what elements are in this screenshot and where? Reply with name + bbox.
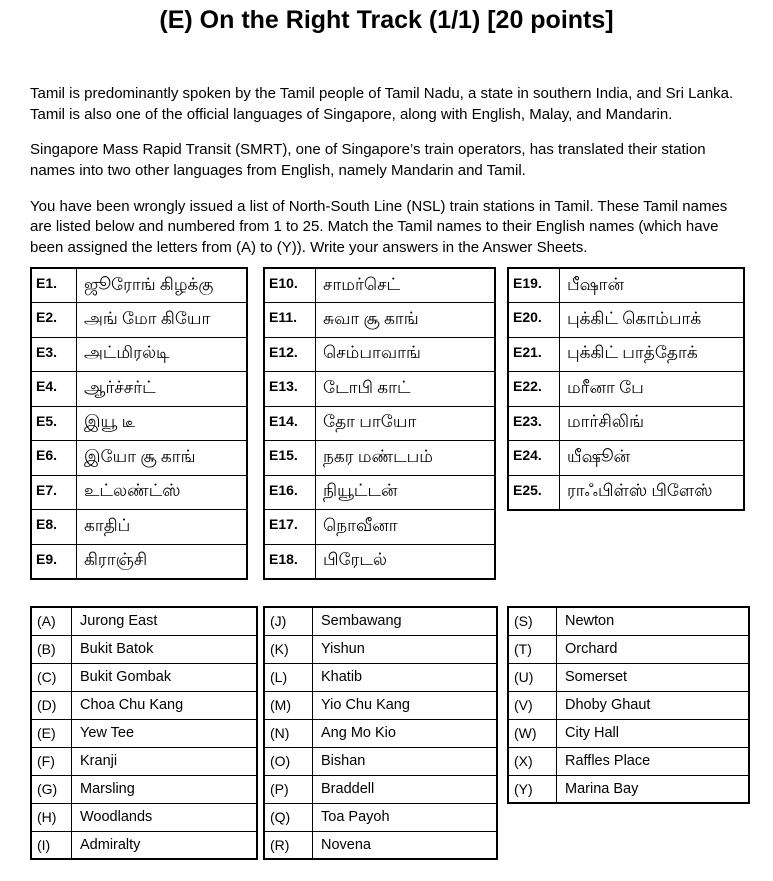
- station-code-cell: E12.: [264, 337, 316, 372]
- table-row: [264, 635, 497, 663]
- table-row: [31, 510, 247, 545]
- station-name-cell: மார்சிலிங்: [560, 406, 745, 441]
- table-row: [264, 663, 497, 691]
- table-row: [264, 719, 497, 747]
- table-row: [264, 775, 497, 803]
- station-code-cell: (T): [508, 635, 557, 663]
- table-row: [31, 406, 247, 441]
- station-code-cell: E25.: [508, 475, 560, 510]
- table-row: [31, 268, 247, 303]
- station-name-cell: கிராஞ்சி: [77, 544, 248, 579]
- station-code-cell: E10.: [264, 268, 316, 303]
- station-code-cell: E6.: [31, 441, 77, 476]
- station-code-cell: (L): [264, 663, 313, 691]
- station-name-cell: Bukit Batok: [72, 635, 258, 663]
- station-name-cell: நொவீனா: [316, 510, 496, 545]
- table-row: [508, 719, 749, 747]
- station-name-cell: Sembawang: [313, 607, 498, 635]
- table-row: [264, 691, 497, 719]
- station-name-cell: காதிப்: [77, 510, 248, 545]
- station-name-cell: ஆர்ச்சர்ட்: [77, 372, 248, 407]
- station-name-cell: உட்லண்ட்ஸ்: [77, 475, 248, 510]
- station-name-cell: Orchard: [557, 635, 750, 663]
- table-row: [264, 831, 497, 859]
- station-name-cell: Yishun: [313, 635, 498, 663]
- table-row: [31, 775, 257, 803]
- station-name-cell: மரீனா பே: [560, 372, 745, 407]
- station-name-cell: Braddell: [313, 775, 498, 803]
- station-name-cell: அங் மோ கியோ: [77, 303, 248, 338]
- table-row: [31, 747, 257, 775]
- station-code-cell: (X): [508, 747, 557, 775]
- station-code-cell: E16.: [264, 475, 316, 510]
- station-code-cell: (Q): [264, 803, 313, 831]
- station-code-cell: E1.: [31, 268, 77, 303]
- station-code-cell: E7.: [31, 475, 77, 510]
- station-code-cell: (F): [31, 747, 72, 775]
- station-code-cell: E3.: [31, 337, 77, 372]
- table-row: [31, 337, 247, 372]
- table-row: [264, 747, 497, 775]
- table-row: [508, 775, 749, 803]
- tamil-table-e1-e9: [30, 267, 248, 580]
- table-row: [264, 372, 495, 407]
- english-table-s-y: [507, 606, 750, 804]
- station-name-cell: Ang Mo Kio: [313, 719, 498, 747]
- station-name-cell: நியூட்டன்: [316, 475, 496, 510]
- station-name-cell: ராஃபிள்ஸ் பிளேஸ்: [560, 475, 745, 510]
- station-code-cell: (A): [31, 607, 72, 635]
- station-code-cell: E20.: [508, 303, 560, 338]
- station-code-cell: (H): [31, 803, 72, 831]
- station-code-cell: (U): [508, 663, 557, 691]
- station-name-cell: புக்கிட் கொம்பாக்: [560, 303, 745, 338]
- station-code-cell: E19.: [508, 268, 560, 303]
- table-row: [508, 663, 749, 691]
- station-code-cell: (G): [31, 775, 72, 803]
- station-name-cell: Newton: [557, 607, 750, 635]
- station-name-cell: ஜூரோங் கிழக்கு: [77, 268, 248, 303]
- station-name-cell: நகர மண்டபம்: [316, 441, 496, 476]
- station-code-cell: (E): [31, 719, 72, 747]
- station-name-cell: Kranji: [72, 747, 258, 775]
- table-row: [31, 475, 247, 510]
- station-code-cell: (I): [31, 831, 72, 859]
- station-code-cell: E22.: [508, 372, 560, 407]
- station-code-cell: (V): [508, 691, 557, 719]
- table-row: [264, 337, 495, 372]
- station-code-cell: (S): [508, 607, 557, 635]
- table-row: [264, 607, 497, 635]
- station-code-cell: (P): [264, 775, 313, 803]
- station-name-cell: சுவா சூ காங்: [316, 303, 496, 338]
- station-code-cell: E17.: [264, 510, 316, 545]
- station-name-cell: Dhoby Ghaut: [557, 691, 750, 719]
- station-code-cell: E13.: [264, 372, 316, 407]
- table-row: [508, 406, 744, 441]
- station-code-cell: (C): [31, 663, 72, 691]
- station-code-cell: (Y): [508, 775, 557, 803]
- station-name-cell: Marina Bay: [557, 775, 750, 803]
- table-row: [31, 372, 247, 407]
- station-name-cell: புக்கிட் பாத்தோக்: [560, 337, 745, 372]
- station-code-cell: E23.: [508, 406, 560, 441]
- station-code-cell: (W): [508, 719, 557, 747]
- station-name-cell: Raffles Place: [557, 747, 750, 775]
- table-row: [31, 544, 247, 579]
- station-name-cell: இயூ டீ: [77, 406, 248, 441]
- station-code-cell: E21.: [508, 337, 560, 372]
- english-table-j-r: [263, 606, 498, 860]
- station-name-cell: Novena: [313, 831, 498, 859]
- station-code-cell: E2.: [31, 303, 77, 338]
- station-code-cell: (J): [264, 607, 313, 635]
- intro-paragraphs: [30, 84, 746, 274]
- station-name-cell: Yew Tee: [72, 719, 258, 747]
- intro-paragraph-2: Singapore Mass Rapid Transit (SMRT), one of Singapore’s train operators, has translated their station names into two other languages from English, namely Mandarin and Tamil.: [30, 141, 706, 180]
- table-row: [508, 607, 749, 635]
- station-name-cell: யீஷூன்: [560, 441, 745, 476]
- station-code-cell: (M): [264, 691, 313, 719]
- table-row: [264, 510, 495, 545]
- station-name-cell: டோபி காட்: [316, 372, 496, 407]
- table-row: [508, 441, 744, 476]
- station-name-cell: Khatib: [313, 663, 498, 691]
- table-row: [508, 475, 744, 510]
- station-name-cell: இயோ சூ காங்: [77, 441, 248, 476]
- station-code-cell: (N): [264, 719, 313, 747]
- station-code-cell: (B): [31, 635, 72, 663]
- table-row: [508, 635, 749, 663]
- station-code-cell: E5.: [31, 406, 77, 441]
- tamil-table-e19-e25: [507, 267, 745, 511]
- table-row: [264, 268, 495, 303]
- table-row: [31, 303, 247, 338]
- station-name-cell: தோ பாயோ: [316, 406, 496, 441]
- station-code-cell: E9.: [31, 544, 77, 579]
- page-title: (E) On the Right Track (1/1) [20 points]: [159, 6, 614, 34]
- station-name-cell: சாமர்செட்: [316, 268, 496, 303]
- intro-paragraph-3: You have been wrongly issued a list of North-South Line (NSL) train stations in Tamil. These Tamil names are listed below and numbered from 1 to 25. Match the Tamil names to their English names (which have been assigned the letters from (A) to (Y)). Write your answers in the Answer Sheets.: [30, 197, 728, 257]
- station-code-cell: (D): [31, 691, 72, 719]
- table-row: [31, 691, 257, 719]
- table-row: [508, 747, 749, 775]
- station-code-cell: E15.: [264, 441, 316, 476]
- table-row: [508, 303, 744, 338]
- table-row: [31, 719, 257, 747]
- station-name-cell: Bishan: [313, 747, 498, 775]
- table-row: [508, 268, 744, 303]
- station-name-cell: பீஷான்: [560, 268, 745, 303]
- table-row: [264, 803, 497, 831]
- table-row: [508, 372, 744, 407]
- table-row: [31, 607, 257, 635]
- station-code-cell: E4.: [31, 372, 77, 407]
- table-row: [31, 441, 247, 476]
- station-name-cell: Choa Chu Kang: [72, 691, 258, 719]
- station-code-cell: (R): [264, 831, 313, 859]
- station-name-cell: Yio Chu Kang: [313, 691, 498, 719]
- table-row: [31, 831, 257, 859]
- table-row: [508, 337, 744, 372]
- tamil-table-e10-e18: [263, 267, 496, 580]
- station-code-cell: (K): [264, 635, 313, 663]
- station-name-cell: City Hall: [557, 719, 750, 747]
- table-row: [508, 691, 749, 719]
- table-row: [264, 406, 495, 441]
- station-name-cell: Admiralty: [72, 831, 258, 859]
- station-name-cell: Somerset: [557, 663, 750, 691]
- station-code-cell: E18.: [264, 544, 316, 579]
- station-name-cell: Toa Payoh: [313, 803, 498, 831]
- station-name-cell: அட்மிரல்டி: [77, 337, 248, 372]
- station-name-cell: Bukit Gombak: [72, 663, 258, 691]
- table-row: [264, 475, 495, 510]
- table-row: [31, 803, 257, 831]
- station-code-cell: E11.: [264, 303, 316, 338]
- station-code-cell: E24.: [508, 441, 560, 476]
- station-name-cell: பிரேடல்: [316, 544, 496, 579]
- station-name-cell: Jurong East: [72, 607, 258, 635]
- station-name-cell: Woodlands: [72, 803, 258, 831]
- station-code-cell: E8.: [31, 510, 77, 545]
- table-row: [264, 441, 495, 476]
- station-name-cell: Marsling: [72, 775, 258, 803]
- station-code-cell: E14.: [264, 406, 316, 441]
- table-row: [31, 663, 257, 691]
- table-row: [264, 303, 495, 338]
- table-row: [264, 544, 495, 579]
- table-row: [31, 635, 257, 663]
- intro-paragraph-1: Tamil is predominantly spoken by the Tamil people of Tamil Nadu, a state in southern India, and Sri Lanka. Tamil is also one of the official languages of Singapore, along with English, Malay, and Mandarin.: [30, 85, 734, 123]
- english-table-a-i: [30, 606, 258, 860]
- station-code-cell: (O): [264, 747, 313, 775]
- station-name-cell: செம்பாவாங்: [316, 337, 496, 372]
